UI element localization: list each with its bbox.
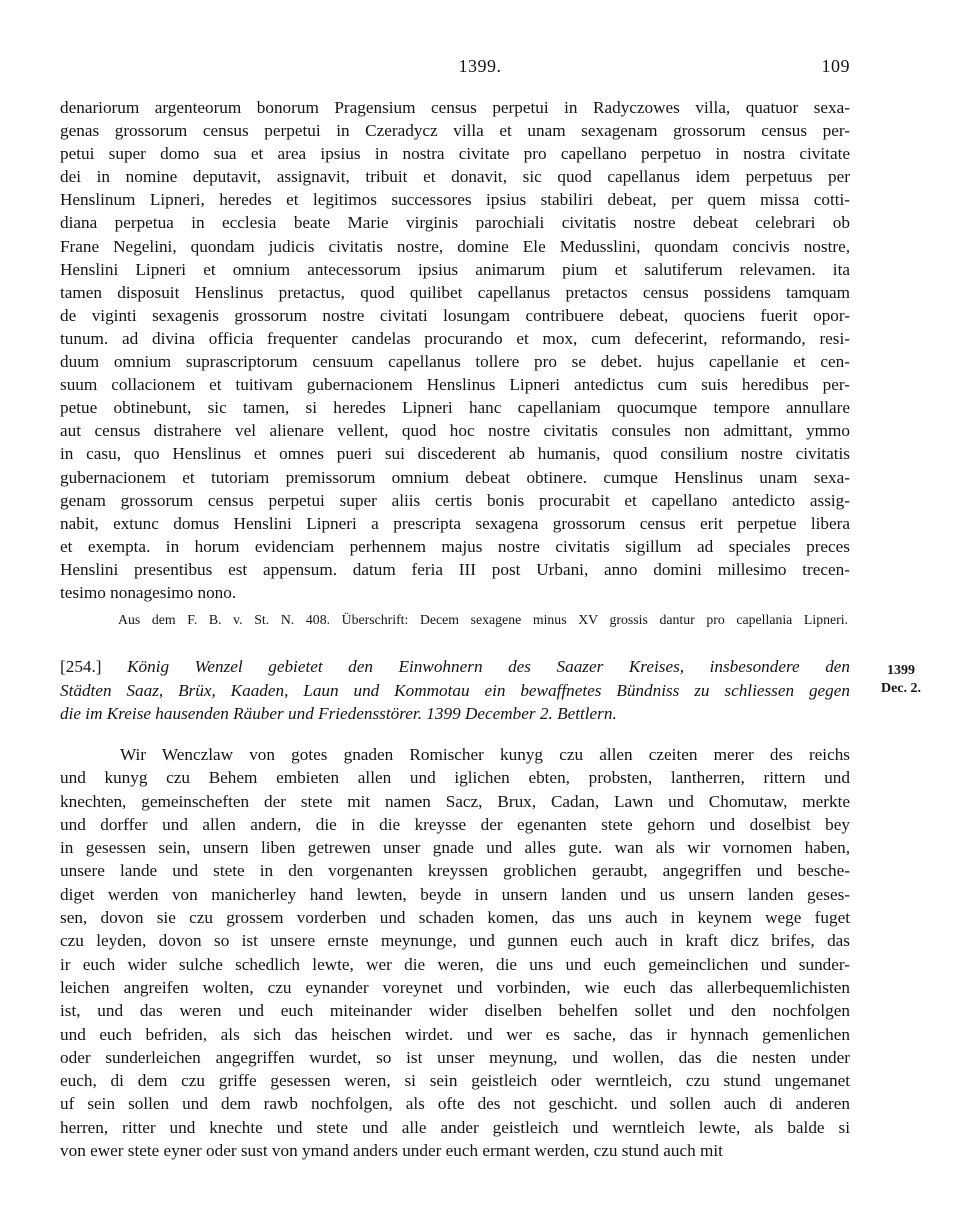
text-line: de viginti sexagenis grossorum nostre civitati losungam contribuere debeat, quociens fuerit opor- — [60, 305, 850, 325]
text-line: und dorffer und allen andern, die in die kreysse der egenanten stete gehorn und doselbist bey — [60, 814, 850, 834]
text-line: uf sein sollen und dem rawb nochfolgen, als ofte des not geschicht. und sollen auch di anderen — [60, 1094, 850, 1114]
text-line: diget werden von manicherley hand lewten, beyde in unsern landen und us unsern landen geses- — [60, 884, 850, 904]
text-line: diana perpetua in ecclesia beate Marie virginis parochiali civitatis nostre debeat celebrari ob — [60, 213, 850, 233]
text-line: czu leyden, dovon so ist unsere ernste meynunge, und gunnen euch auch in kraft dicz brifes, das — [60, 931, 850, 951]
source-note: Aus dem F. B. v. St. N. 408. Überschrift: Decem sexagene minus XV grossis dantur pro capellania Lipneri. — [118, 612, 848, 627]
text-line: leichen angreifen wolten, czu eynander voreynet und vorbinden, wie euch das allerbequemlichisten — [60, 977, 850, 997]
text-line: genam grossorum census perpetui super aliis certis bonis procurabit et capellano antedicto assig- — [60, 490, 850, 510]
text-line: genas grossorum census perpetui in Czeradycz villa et unam sexagenam grossorum census per- — [60, 121, 850, 141]
regest-line — [60, 679, 850, 703]
text-line: herren, ritter und knechte und stete und alle ander geistleich und werntleich lewte, als balde si — [60, 1117, 850, 1137]
text-line: knechten, gemeinscheften der stete mit namen Sacz, Brux, Cadan, Lawn und Chomutaw, merkte — [60, 791, 850, 811]
page-number: 109 — [821, 56, 850, 76]
text-line: tunum. ad divina officia frequenter candelas procurando et mox, cum defecerint, reformando, resi- — [60, 328, 850, 348]
text-line: tamen disposuit Henslinus pretactus, quod quilibet capellanus pretactos census possidens tamquam — [60, 282, 850, 302]
text-line: tesimo nonagesimo nono. — [60, 582, 237, 602]
text-line: und euch befriden, als sich das heischen wirdet. und wer es sache, das ir hynnach gemenlichen — [60, 1024, 850, 1044]
text-line: denariorum argenteorum bonorum Pragensium census perpetui in Radyczowes villa, quatuor sexa- — [60, 98, 850, 117]
text-line: duum omnium suprascriptorum censuum capellanus tollere pro se debet. hujus capellanie et cen- — [60, 352, 850, 372]
regest — [60, 655, 850, 726]
text-line: unsere lande und stete in den vorgenanten kreyssen groblichen geraubt, angegriffen und besche- — [60, 861, 850, 881]
regest-text: König Wenzel gebietet den Einwohnern des Saazer Kreises, insbesondere den — [127, 657, 851, 676]
text-line: sen, dovon sie czu grossem vorderben und schaden komen, das uns auch in keynem wege fuget — [60, 908, 850, 928]
charter-text — [60, 96, 850, 604]
text-line: oder sunderleichen angegriffen wurdet, so ist unser meynung, und wollen, das die nesten under — [60, 1047, 850, 1067]
text-line: ir euch wider sulche schedlich lewte, wer die weren, die uns und euch gemeinclichen und sunder- — [60, 954, 850, 974]
text-line: euch, di dem czu griffe gesessen weren, si sein geistleich oder werntleich, czu stund ungemanet — [60, 1071, 850, 1091]
text-line: petue obtinebunt, sic tamen, si heredes Lipneri hanc capellaniam quocumque tempore annullare — [60, 398, 850, 418]
margin-year: 1399 — [887, 663, 915, 678]
text-line: in casu, quo Henslinus et omnes pueri sui discederent ab humanis, quod consilium nostre civitatis — [60, 444, 850, 464]
text-line: von ewer stete eyner oder sust von ymand anders under euch ermant werden, czu stund auch mit — [60, 1141, 723, 1161]
text-line: nabit, extunc domus Henslini Lipneri a prescripta sexagena grossorum census erit perpetue libera — [60, 513, 850, 533]
text-line: in gesessen sein, unsern liben getrewen unser gnade und alles gute. wan als wir vornomen haben, — [60, 838, 850, 858]
text-line: Henslini presentibus est appensum. datum feria III post Urbani, anno domini millesimo trecen- — [60, 559, 850, 579]
running-header — [0, 56, 960, 80]
regest-text: die im Kreise hausenden Räuber und Friedensstörer. 1399 December 2. Bettlern. — [60, 704, 617, 723]
text-line: dei in nomine deputavit, assignavit, tribuit et donavit, sic quod capellanus idem perpetuus per — [60, 167, 850, 187]
text-line: Henslini Lipneri et omnium antecessorum ipsius animarum pium et salutiferum relevamen. ita — [60, 259, 850, 279]
text-line: und kunyg czu Behem embieten allen und iglichen ebten, probsten, lantherren, rittern und — [60, 768, 850, 788]
text-line: Frane Negelini, quondam judicis civitatis nostre, domine Ele Medusslini, quondam concivis nostre, — [60, 236, 850, 256]
regest-line — [60, 655, 850, 679]
regest-text: Städten Saaz, Brüx, Kaaden, Laun und Kommotau ein bewaffnetes Bündniss zu schliessen gegen — [60, 680, 850, 700]
margin-date-note — [866, 662, 936, 698]
text-line: suum collacionem et tuitivam gubernacionem Henslinus Lipneri antedictus cum suis heredibus per- — [60, 375, 850, 395]
text-line: aut census distrahere vel alienare vellent, quod hoc nostre civitatis consules non admittant, ymmo — [60, 421, 850, 441]
text-line: et exempta. in horum evidenciam perhennem majus nostre civitatis sigillum ad speciales preces — [60, 536, 850, 556]
regest-line — [60, 702, 850, 726]
regest-number: [254.] — [60, 657, 102, 676]
document-text — [60, 743, 850, 1162]
text-line: Wir Wenczlaw von gotes gnaden Romischer kunyg czu allen czeiten merer des reichs — [120, 745, 850, 764]
text-line: petui super domo sua et area ipsius in nostra civitate pro capellano perpetuo in nostra civitate — [60, 144, 850, 164]
text-line: gubernacionem et tutoriam premissorum omnium debeat obtinere. cumque Henslinus unam sexa- — [60, 467, 850, 487]
text-line: Henslinum Lipneri, heredes et legitimos successores ipsius stabiliri debeat, per quem missa cotti- — [60, 190, 850, 210]
margin-date: Dec. 2. — [880, 681, 922, 696]
text-line: ist, und das weren und euch miteinander wider diselben behelfen sollet und den nochfolgen — [60, 1001, 850, 1021]
header-year: 1399. — [458, 56, 502, 76]
